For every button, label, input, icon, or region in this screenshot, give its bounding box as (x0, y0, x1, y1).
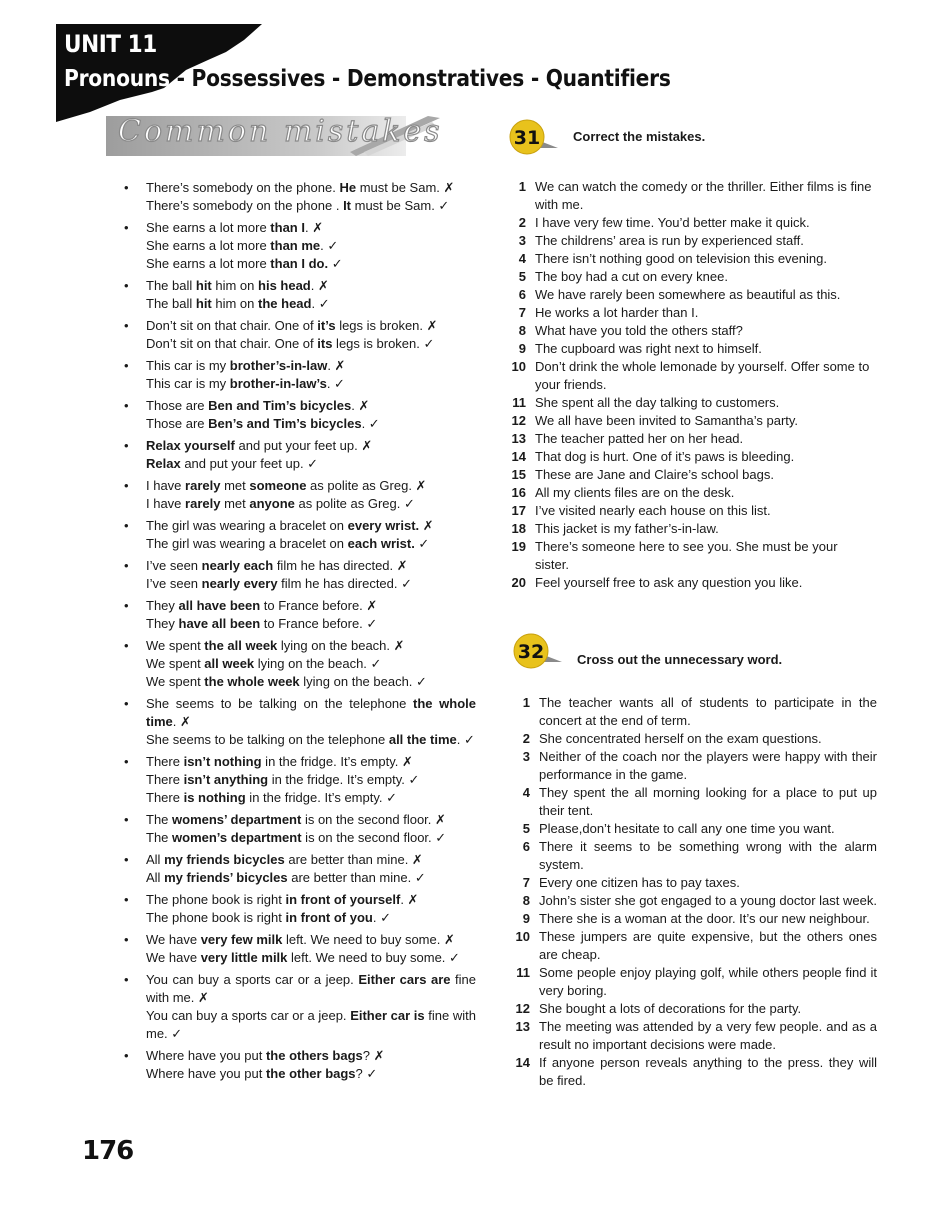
exercise-31-item-text: The boy had a cut on every knee. (535, 269, 728, 284)
bullet-icon: • (124, 358, 129, 373)
mistake-item (124, 851, 476, 887)
exercise-31-item-number: 19 (511, 539, 526, 554)
mistake-line: Where have you put the others bags? ✗ (146, 1048, 385, 1063)
exercise-31-item-number: 12 (511, 413, 526, 428)
exercise-31-item-number: 18 (511, 521, 526, 536)
mistake-line: She seems to be talking on the telephone the whole time. ✗ (146, 696, 477, 729)
exercise-31-item-text: I have very few time. You’d better make it quick. (535, 215, 810, 230)
exercise-32-item (510, 874, 877, 892)
exercise-32-item-text: There she is a woman at the door. It’s our new neighbour. (539, 911, 870, 926)
exercise-32-item-text: Some people enjoy playing golf, while others people find it very boring. (539, 965, 877, 998)
exercise-32-item (510, 928, 877, 964)
exercise-31-item-number: 5 (518, 269, 526, 284)
mistake-line: Those are Ben and Tim’s bicycles. ✗ (146, 398, 370, 413)
exercise-31-item-text: These are Jane and Claire’s school bags. (535, 467, 774, 482)
bullet-icon: • (124, 1048, 129, 1063)
exercise-32-item-text: Every one citizen has to pay taxes. (539, 875, 740, 890)
exercise-32-item-text: The teacher wants all of students to participate in the concert at the end of term. (539, 695, 877, 728)
mistake-line: Don’t sit on that chair. One of its legs is broken. ✓ (146, 336, 435, 351)
unit-header-shape (0, 0, 944, 130)
bullet-icon: • (124, 220, 129, 235)
exercise-32-list (510, 694, 877, 1090)
exercise-31-item-text: We can watch the comedy or the thriller. Either films is fine with me. (535, 179, 872, 212)
exercise-32-item (510, 748, 877, 784)
exercise-31-item-number: 15 (511, 467, 526, 482)
bullet-icon: • (124, 972, 129, 987)
exercise-32-item-number: 1 (522, 695, 530, 710)
exercise-31-item-number: 14 (511, 449, 526, 464)
exercise-31-badge (506, 118, 558, 158)
exercise-32-item (510, 694, 877, 730)
mistake-line: We spent all week lying on the beach. ✓ (146, 656, 382, 671)
mistake-line: This car is my brother’s-in-law. ✗ (146, 358, 346, 373)
unit-title (64, 66, 671, 92)
exercise-31-item (506, 448, 874, 466)
exercise-31-item-text: All my clients files are on the desk. (535, 485, 735, 500)
exercise-31-item (506, 232, 874, 250)
mistake-line: She earns a lot more than me. ✓ (146, 238, 339, 253)
mistake-line: The phone book is right in front of you. ✓ (146, 910, 391, 925)
mistake-line: You can buy a sports car or a jeep. Either car is fine with me. ✓ (146, 1008, 476, 1041)
exercise-31-item-number: 9 (518, 341, 526, 356)
exercise-31-item (506, 574, 874, 592)
exercise-32-item-text: There it seems to be something wrong with the alarm system. (539, 839, 877, 872)
exercise-31-item-text: Don’t drink the whole lemonade by yourself. Offer some to your friends. (535, 359, 870, 392)
mistake-line: There is nothing in the fridge. It’s empty. ✓ (146, 790, 397, 805)
exercise-32-item-number: 8 (522, 893, 530, 908)
mistake-line: Relax and put your feet up. ✓ (146, 456, 319, 471)
exercise-31-item-text: He works a lot harder than I. (535, 305, 699, 320)
mistake-item (124, 891, 476, 927)
exercise-31-item-text: There isn’t nothing good on television this evening. (535, 251, 827, 266)
bullet-icon: • (124, 478, 129, 493)
exercise-32-item-text: Neither of the coach nor the players were happy with their performance in the game. (539, 749, 877, 782)
exercise-32-instruction: Cross out the unnecessary word. (577, 652, 783, 667)
exercise-32-item-text: She concentrated herself on the exam questions. (539, 731, 822, 746)
mistake-item (124, 811, 476, 847)
exercise-31-item (506, 484, 874, 502)
mistake-line: All my friends bicycles are better than mine. ✗ (146, 852, 423, 867)
bullet-icon: • (124, 438, 129, 453)
unit-label: UNIT 11 (64, 30, 157, 58)
exercise-31-item-number: 2 (518, 215, 526, 230)
mistake-line: I’ve seen nearly each film he has directed. ✗ (146, 558, 408, 573)
exercise-32-item-text: If anyone person reveals anything to the press. they will be fired. (539, 1055, 877, 1088)
exercise-32-item-number: 13 (515, 1019, 530, 1034)
common-mistakes-list (124, 179, 476, 1087)
mistake-line: I have rarely met someone as polite as Greg. ✗ (146, 478, 427, 493)
exercise-32-item-text: These jumpers are quite expensive, but the others ones are cheap. (539, 929, 877, 962)
exercise-31-item (506, 304, 874, 322)
bullet-icon: • (124, 754, 129, 769)
exercise-32-item-text: She bought a lots of decorations for the party. (539, 1001, 802, 1016)
bullet-icon: • (124, 892, 129, 907)
exercise-31-item-text: What have you told the others staff? (535, 323, 743, 338)
mistake-item (124, 397, 476, 433)
exercise-31-item-text: There’s someone here to see you. She must be your sister. (535, 539, 838, 572)
mistake-line: They have all been to France before. ✓ (146, 616, 378, 631)
exercise-31-item (506, 340, 874, 358)
mistake-item (124, 557, 476, 593)
bullet-icon: • (124, 852, 129, 867)
exercise-31-item-text: The childrens’ area is run by experienced staff. (535, 233, 804, 248)
common-mistakes-heading: Common mistakes (118, 114, 443, 149)
mistake-line: They all have been to France before. ✗ (146, 598, 378, 613)
mistake-line: I have rarely met anyone as polite as Greg. ✓ (146, 496, 415, 511)
exercise-31-item-number: 10 (511, 359, 526, 374)
mistake-line: We spent the all week lying on the beach. ✗ (146, 638, 405, 653)
exercise-32-item-number: 5 (522, 821, 530, 836)
mistake-line: You can buy a sports car or a jeep. Either cars are fine with me. ✗ (146, 972, 476, 1005)
exercise-31-instruction: Correct the mistakes. (573, 129, 706, 144)
mistake-item (124, 695, 476, 749)
exercise-31-item-text: That dog is hurt. One of it’s paws is bleeding. (535, 449, 795, 464)
mistake-item (124, 477, 476, 513)
bullet-icon: • (124, 932, 129, 947)
mistake-line: We have very little milk left. We need to buy some. ✓ (146, 950, 460, 965)
mistake-line: Don’t sit on that chair. One of it’s legs is broken. ✗ (146, 318, 438, 333)
exercise-31-item-number: 13 (511, 431, 526, 446)
mistake-line: The girl was wearing a bracelet on every wrist. ✗ (146, 518, 434, 533)
mistake-line: The girl was wearing a bracelet on each wrist. ✓ (146, 536, 430, 551)
bullet-icon: • (124, 812, 129, 827)
exercise-32-item (510, 1018, 877, 1054)
exercise-31-item-number: 7 (518, 305, 526, 320)
exercise-32-item-number: 12 (515, 1001, 530, 1016)
mistake-item (124, 179, 476, 215)
exercise-32-item-number: 10 (515, 929, 530, 944)
exercise-32-item-text: The meeting was attended by a very few people. and as a result no important decisions were made. (539, 1019, 877, 1052)
exercise-31-item-text: She spent all the day talking to customers. (535, 395, 780, 410)
mistake-line: She earns a lot more than I. ✗ (146, 220, 324, 235)
exercise-31-item-number: 16 (511, 485, 526, 500)
exercise-31-item-number: 17 (511, 503, 526, 518)
svg-text:31: 31 (513, 127, 541, 149)
mistake-line: The womens’ department is on the second floor. ✗ (146, 812, 446, 827)
mistake-item (124, 437, 476, 473)
exercise-31-item-number: 11 (512, 395, 526, 410)
exercise-31-list (506, 178, 874, 592)
exercise-31-item-number: 6 (518, 287, 526, 302)
mistake-item (124, 637, 476, 691)
mistake-item (124, 219, 476, 273)
unit-title-part-b: - Possessives - Demonstratives - Quantifiers (169, 66, 671, 92)
bullet-icon: • (124, 318, 129, 333)
mistake-line: The ball hit him on the head. ✓ (146, 296, 330, 311)
exercise-32-badge (510, 632, 562, 672)
mistake-item (124, 597, 476, 633)
exercise-32-item (510, 838, 877, 874)
svg-text:32: 32 (517, 641, 545, 663)
mistake-line: She seems to be talking on the telephone all the time. ✓ (146, 732, 475, 747)
mistake-line: This car is my brother-in-law’s. ✓ (146, 376, 345, 391)
exercise-32-item-text: They spent the all morning looking for a place to put up their tent. (539, 785, 877, 818)
mistake-item (124, 277, 476, 313)
mistake-line: The phone book is right in front of yourself. ✗ (146, 892, 419, 907)
exercise-32-item-number: 9 (522, 911, 530, 926)
exercise-31-item (506, 538, 874, 574)
mistake-line: There isn’t nothing in the fridge. It’s empty. ✗ (146, 754, 413, 769)
exercise-31-item (506, 412, 874, 430)
mistake-line: I’ve seen nearly every film he has directed. ✓ (146, 576, 413, 591)
exercise-32-item-number: 2 (522, 731, 530, 746)
exercise-32-item-number: 4 (522, 785, 530, 800)
mistake-item (124, 317, 476, 353)
mistake-line: The ball hit him on his head. ✗ (146, 278, 329, 293)
bullet-icon: • (124, 398, 129, 413)
mistake-line: She earns a lot more than I do. ✓ (146, 256, 343, 271)
exercise-31-item (506, 502, 874, 520)
mistake-line: There’s somebody on the phone. He must be Sam. ✗ (146, 180, 455, 195)
exercise-31-item-number: 8 (518, 323, 526, 338)
exercise-32-item (510, 1054, 877, 1090)
bullet-icon: • (124, 558, 129, 573)
bullet-icon: • (124, 278, 129, 293)
exercise-32-item (510, 730, 877, 748)
exercise-32-item (510, 892, 877, 910)
exercise-32-item-number: 11 (516, 965, 530, 980)
exercise-31-item (506, 268, 874, 286)
exercise-31-item-number: 20 (511, 575, 526, 590)
exercise-32-item-number: 14 (515, 1055, 530, 1070)
exercise-31-item-number: 3 (518, 233, 526, 248)
bullet-icon: • (124, 518, 129, 533)
exercise-31-item-number: 4 (518, 251, 526, 266)
exercise-31-item-text: This jacket is my father’s-in-law. (535, 521, 719, 536)
bullet-icon: • (124, 180, 129, 195)
mistake-line: We have very few milk left. We need to buy some. ✗ (146, 932, 455, 947)
exercise-32-item-text: Please,don’t hesitate to call any one time you want. (539, 821, 835, 836)
exercise-32-item-number: 6 (522, 839, 530, 854)
mistake-line: There’s somebody on the phone . It must be Sam. ✓ (146, 198, 450, 213)
exercise-31-item-text: We have rarely been somewhere as beautiful as this. (535, 287, 841, 302)
exercise-32-item (510, 820, 877, 838)
mistake-line: Relax yourself and put your feet up. ✗ (146, 438, 373, 453)
mistake-item (124, 357, 476, 393)
exercise-31-item (506, 250, 874, 268)
exercise-31-item (506, 394, 874, 412)
exercise-31-item (506, 322, 874, 340)
mistake-line: Those are Ben’s and Tim’s bicycles. ✓ (146, 416, 380, 431)
exercise-32-item-number: 7 (522, 875, 530, 890)
mistake-item (124, 971, 476, 1043)
mistake-item (124, 1047, 476, 1083)
exercise-32-item (510, 910, 877, 928)
mistake-line: The women’s department is on the second floor. ✓ (146, 830, 447, 845)
exercise-31-item-text: We all have been invited to Samantha’s party. (535, 413, 799, 428)
exercise-31-item (506, 178, 874, 214)
exercise-31-item-text: Feel yourself free to ask any question you like. (535, 575, 803, 590)
exercise-31-item-text: The teacher patted her on her head. (535, 431, 744, 446)
mistake-line: We spent the whole week lying on the beach. ✓ (146, 674, 427, 689)
bullet-icon: • (124, 598, 129, 613)
mistake-line: There isn’t anything in the fridge. It’s empty. ✓ (146, 772, 420, 787)
exercise-32-item (510, 1000, 877, 1018)
exercise-32-item (510, 964, 877, 1000)
bullet-icon: • (124, 638, 129, 653)
exercise-31-item-text: I’ve visited nearly each house on this list. (535, 503, 771, 518)
exercise-31-item-text: The cupboard was right next to himself. (535, 341, 762, 356)
exercise-31-item (506, 214, 874, 232)
mistake-item (124, 753, 476, 807)
page-number: 176 (82, 1136, 134, 1166)
mistake-item (124, 931, 476, 967)
exercise-31-item (506, 520, 874, 538)
mistake-line: Where have you put the other bags? ✓ (146, 1066, 378, 1081)
mistake-line: All my friends’ bicycles are better than mine. ✓ (146, 870, 426, 885)
exercise-31-item (506, 286, 874, 304)
exercise-32-item-number: 3 (522, 749, 530, 764)
exercise-31-item (506, 466, 874, 484)
unit-title-part-a: Pronouns (64, 66, 170, 92)
exercise-31-item (506, 358, 874, 394)
exercise-31-item (506, 430, 874, 448)
exercise-32-item-text: John’s sister she got engaged to a young doctor last week. (539, 893, 877, 908)
bullet-icon: • (124, 696, 129, 711)
mistake-item (124, 517, 476, 553)
exercise-32-item (510, 784, 877, 820)
exercise-31-item-number: 1 (518, 179, 526, 194)
